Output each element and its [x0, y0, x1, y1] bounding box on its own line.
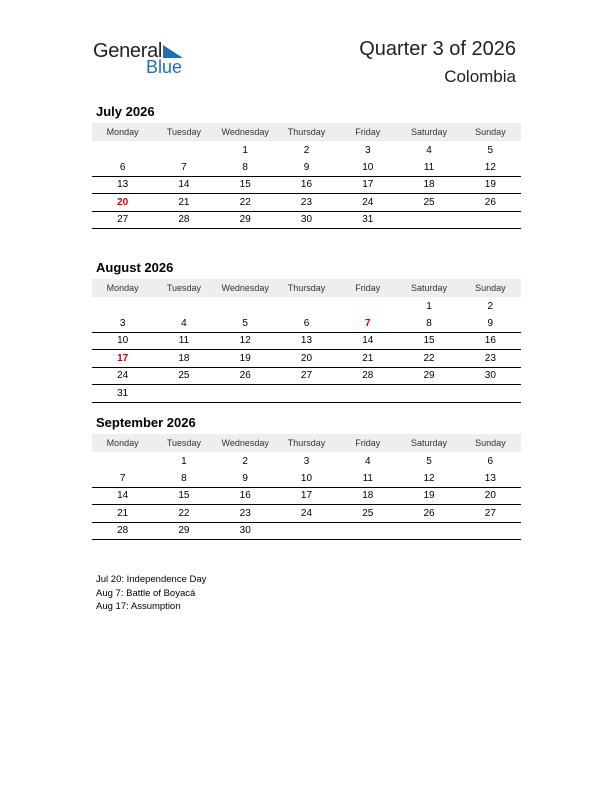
day-cell: 28: [117, 525, 129, 537]
day-cell: 3: [364, 144, 371, 156]
day-cell: 9: [303, 161, 310, 173]
day-cell: 10: [117, 335, 129, 347]
week-row: [92, 141, 521, 159]
day-cell: 2: [487, 300, 494, 312]
day-cell: 7: [119, 472, 126, 484]
day-cell: 25: [362, 507, 374, 519]
day-cell: 20: [300, 352, 313, 364]
weekday-header: [92, 434, 521, 452]
week-row: [92, 350, 521, 368]
day-cell: 20: [117, 196, 129, 208]
day-cell: 25: [178, 370, 190, 382]
weekday-label: Tuesday: [166, 127, 202, 137]
weekday-label: Monday: [106, 283, 139, 293]
weekday-header: [92, 279, 521, 297]
weekday-label: Wednesday: [221, 127, 269, 137]
day-cell: 1: [242, 144, 248, 156]
day-cell: 29: [178, 525, 190, 537]
weekday-label: Saturday: [411, 127, 448, 137]
day-cell: 16: [484, 335, 496, 347]
day-cell: 4: [181, 317, 187, 329]
holiday-list: [96, 573, 206, 614]
day-cell: 4: [426, 144, 432, 156]
day-cell: 30: [300, 214, 313, 226]
day-cell: 22: [239, 196, 251, 208]
day-cell: 22: [178, 507, 190, 519]
day-cell: 6: [119, 161, 126, 173]
weekday-header: [92, 123, 521, 141]
day-cell: 12: [484, 161, 496, 173]
week-row: [92, 177, 521, 195]
month-title: August 2026: [96, 260, 174, 275]
week-row: [92, 297, 521, 315]
day-cell: 31: [362, 214, 374, 226]
day-cell: 10: [362, 161, 374, 173]
day-cell: 12: [423, 472, 435, 484]
week-row: [92, 505, 521, 523]
weekday-label: Tuesday: [166, 283, 202, 293]
weekday-label: Sunday: [475, 438, 506, 448]
day-cell: 30: [484, 370, 496, 382]
day-cell: 18: [423, 179, 435, 191]
day-cell: 26: [239, 370, 251, 382]
day-cell: 27: [484, 507, 496, 519]
day-cell: 17: [117, 352, 129, 364]
day-cell: 15: [423, 335, 435, 347]
day-cell: 27: [117, 214, 129, 226]
day-cell: 8: [426, 317, 432, 329]
day-cell: 21: [178, 196, 190, 208]
day-cell: 18: [362, 490, 374, 502]
day-cell: 11: [178, 335, 190, 347]
month-september: [92, 415, 521, 540]
day-cell: 15: [239, 179, 251, 191]
weekday-label: Tuesday: [166, 438, 202, 448]
week-row: [92, 368, 521, 386]
weekday-label: Friday: [355, 127, 381, 137]
day-cell: 1: [181, 455, 187, 467]
day-cell: 30: [239, 525, 251, 537]
holiday-item: Jul 20: Independence Day: [96, 574, 207, 585]
day-cell: 19: [423, 490, 435, 502]
day-cell: 5: [487, 144, 494, 156]
logo-general-text: General: [93, 40, 163, 62]
day-cell: 17: [362, 179, 374, 191]
day-cell: 23: [300, 196, 313, 208]
logo-blue-text: Blue: [146, 57, 183, 77]
day-cell: 2: [303, 144, 310, 156]
day-cell: 12: [239, 335, 251, 347]
day-cell: 13: [300, 335, 313, 347]
week-row: [92, 488, 521, 506]
holiday-item: Aug 7: Battle of Boyacá: [96, 587, 196, 599]
day-cell: 9: [487, 317, 494, 329]
day-cell: 26: [423, 507, 435, 519]
day-cell: 14: [178, 179, 190, 191]
day-cell: 23: [484, 352, 496, 364]
day-cell: 28: [362, 370, 374, 382]
day-cell: 16: [239, 490, 251, 502]
day-cell: 23: [239, 507, 251, 519]
day-cell: 5: [242, 317, 248, 329]
day-cell: 27: [300, 370, 313, 382]
weekday-label: Sunday: [475, 127, 506, 137]
day-cell: 2: [242, 455, 248, 467]
weekday-label: Wednesday: [221, 283, 269, 293]
day-cell: 11: [362, 472, 373, 484]
logo: [93, 40, 193, 80]
day-cell: 11: [423, 161, 435, 173]
day-cell: 26: [484, 196, 496, 208]
month-july: [92, 104, 521, 229]
day-cell: 6: [487, 455, 494, 467]
weekday-label: Friday: [355, 438, 381, 448]
day-cell: 22: [423, 352, 435, 364]
day-cell: 10: [300, 472, 313, 484]
day-cell: 29: [239, 214, 251, 226]
day-cell: 21: [362, 352, 374, 364]
day-cell: 28: [178, 214, 190, 226]
day-cell: 3: [303, 455, 310, 467]
day-cell: 13: [117, 179, 129, 191]
day-cell: 5: [426, 455, 432, 467]
day-cell: 14: [362, 335, 374, 347]
day-cell: 14: [117, 490, 129, 502]
day-cell: 4: [364, 455, 371, 467]
week-row: [92, 315, 521, 333]
week-row: [92, 452, 521, 470]
holiday-item: Aug 17: Assumption: [96, 601, 181, 612]
week-row: [92, 385, 521, 403]
day-cell: 24: [300, 507, 313, 519]
day-cell: 18: [178, 352, 190, 364]
week-row: [92, 194, 521, 212]
weekday-label: Thursday: [287, 127, 326, 137]
day-cell: 8: [181, 472, 187, 484]
day-cell: 8: [242, 161, 248, 173]
country-name: Colombia: [444, 67, 516, 86]
week-row: [92, 333, 521, 351]
day-cell: 20: [484, 490, 496, 502]
weekday-label: Saturday: [411, 438, 448, 448]
weekday-label: Wednesday: [221, 438, 269, 448]
day-cell: 15: [178, 490, 190, 502]
month-title: July 2026: [96, 104, 155, 119]
page-title: Quarter 3 of 2026: [359, 38, 516, 60]
weekday-label: Sunday: [475, 283, 506, 293]
day-cell: 1: [426, 300, 432, 312]
day-cell: 31: [117, 387, 129, 399]
day-cell: 7: [181, 161, 187, 173]
weekday-label: Monday: [106, 127, 139, 137]
weekday-label: Monday: [106, 438, 139, 448]
day-cell: 9: [242, 472, 248, 484]
day-cell: 7: [364, 317, 371, 329]
day-cell: 21: [117, 507, 129, 519]
day-cell: 6: [303, 317, 310, 329]
weekday-label: Saturday: [411, 283, 448, 293]
weekday-label: Thursday: [287, 438, 326, 448]
week-row: [92, 159, 521, 177]
weekday-label: Thursday: [287, 283, 326, 293]
day-cell: 19: [484, 179, 496, 191]
day-cell: 3: [119, 317, 126, 329]
week-row: [92, 523, 521, 541]
weekday-label: Friday: [355, 283, 381, 293]
day-cell: 25: [423, 196, 435, 208]
day-cell: 13: [484, 472, 496, 484]
week-row: [92, 470, 521, 488]
week-row: [92, 212, 521, 230]
day-cell: 16: [300, 179, 313, 191]
day-cell: 17: [300, 490, 313, 502]
day-cell: 29: [423, 370, 435, 382]
month-august: [92, 260, 521, 403]
month-title: September 2026: [96, 415, 196, 430]
day-cell: 19: [239, 352, 251, 364]
day-cell: 24: [362, 196, 374, 208]
day-cell: 24: [117, 370, 129, 382]
